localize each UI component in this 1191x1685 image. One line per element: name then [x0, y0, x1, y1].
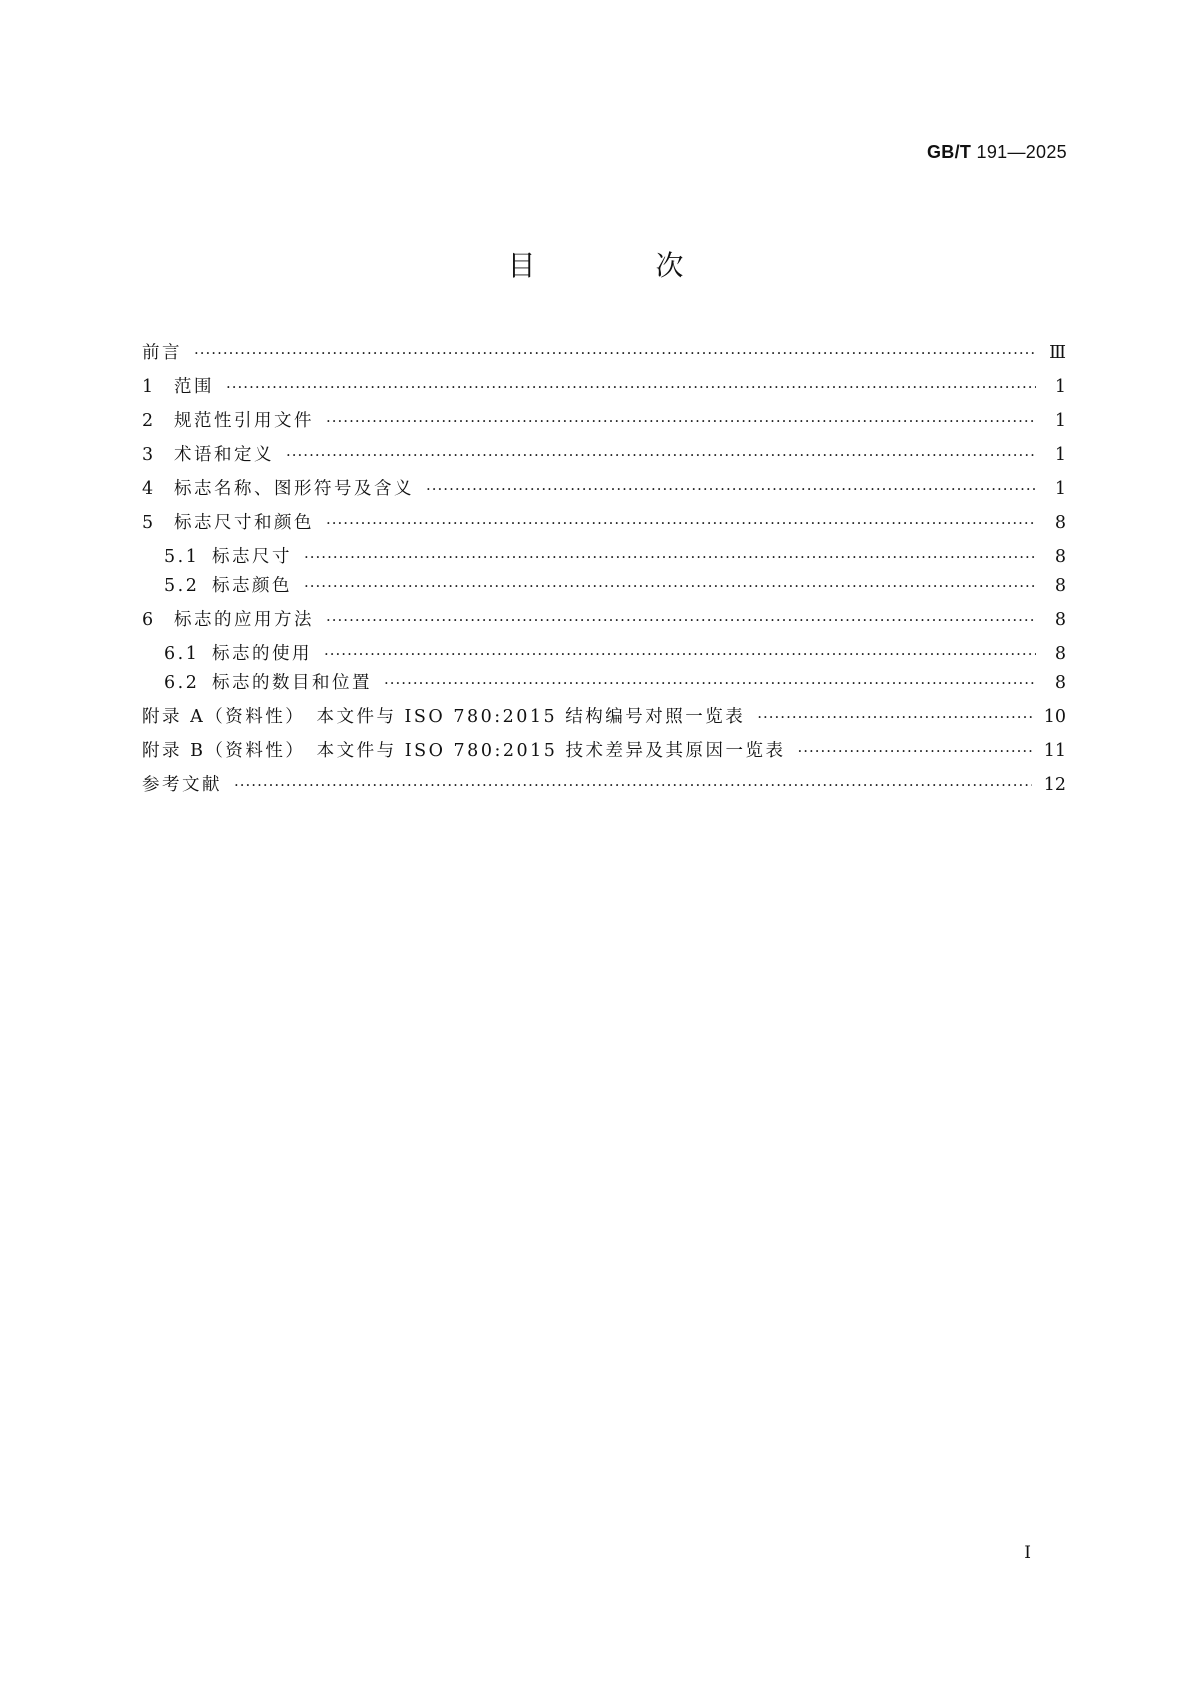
toc-entry-label: 范围 — [174, 377, 214, 397]
toc-entry-page: 1 — [1054, 411, 1066, 431]
toc-entry-number: 3 — [142, 445, 156, 465]
toc-entry-label: 标志尺寸和颜色 — [174, 513, 314, 533]
toc-entry-application[interactable] — [142, 607, 1066, 633]
toc-entry-annex-b[interactable] — [142, 738, 1066, 764]
toc-entry-label: 标志的使用 — [212, 644, 312, 664]
toc-entry-label: 标志的应用方法 — [174, 610, 314, 630]
dot-leader — [234, 772, 1032, 798]
toc-entry-page: 10 — [1043, 707, 1066, 727]
dot-leader — [797, 738, 1031, 764]
toc-entry-page: 8 — [1054, 644, 1066, 664]
toc-entry-label: 标志颜色 — [212, 576, 292, 596]
toc-entry-number: 6 — [142, 610, 156, 630]
dot-leader — [304, 573, 1036, 599]
toc-entry-label: 附录 B（资料性） 本文件与 ISO 780:2015 技术差异及其原因一览表 — [142, 741, 786, 761]
dot-leader — [324, 641, 1036, 667]
toc-entry-label: 标志名称、图形符号及含义 — [174, 479, 414, 499]
toc-entry-page: 12 — [1043, 775, 1066, 795]
toc-entry-mark-size[interactable] — [142, 544, 1066, 570]
toc-entry-page: 1 — [1054, 479, 1066, 499]
dot-leader — [226, 374, 1036, 400]
toc-entry-scope[interactable] — [142, 374, 1066, 400]
dot-leader — [304, 544, 1036, 570]
toc-entry-label: 附录 A（资料性） 本文件与 ISO 780:2015 结构编号对照一览表 — [142, 707, 746, 727]
toc-entry-number: 5.2 — [164, 576, 200, 596]
toc-entry-page: 11 — [1043, 741, 1066, 761]
toc-entry-mark-count-position[interactable] — [142, 670, 1066, 696]
toc-entry-number: 4 — [142, 479, 156, 499]
toc-entry-bibliography[interactable] — [142, 772, 1066, 798]
page-number: I — [1024, 1543, 1031, 1563]
toc-entry-annex-a[interactable] — [142, 704, 1066, 730]
toc-entry-page: 8 — [1054, 576, 1066, 596]
toc-entry-number: 5.1 — [164, 547, 200, 567]
toc-entry-page: 8 — [1054, 673, 1066, 693]
toc-entry-page: 1 — [1054, 377, 1066, 397]
toc-entry-label: 术语和定义 — [174, 445, 274, 465]
standard-code — [927, 142, 1067, 163]
page-title: 目 次 — [507, 249, 730, 282]
standard-number: 191—2025 — [976, 142, 1067, 162]
toc-entry-number: 6.2 — [164, 673, 200, 693]
standard-prefix: GB/T — [927, 142, 972, 162]
dot-leader — [194, 340, 1036, 366]
dot-leader — [326, 607, 1036, 633]
dot-leader — [757, 704, 1031, 730]
toc-entry-label: 前言 — [142, 343, 182, 363]
dot-leader — [384, 670, 1036, 696]
toc-entry-page: 8 — [1054, 547, 1066, 567]
toc-entry-mark-usage[interactable] — [142, 641, 1066, 667]
dot-leader — [426, 476, 1036, 502]
toc-entry-page: 1 — [1054, 445, 1066, 465]
toc-entry-page: 8 — [1054, 610, 1066, 630]
toc-entry-foreword[interactable] — [142, 340, 1066, 366]
toc-entry-mark-names[interactable] — [142, 476, 1066, 502]
toc-entry-normative-references[interactable] — [142, 408, 1066, 434]
dot-leader — [286, 442, 1036, 468]
toc-entry-mark-color[interactable] — [142, 573, 1066, 599]
toc-entry-label: 参考文献 — [142, 775, 222, 795]
toc-entry-number: 6.1 — [164, 644, 200, 664]
dot-leader — [326, 510, 1036, 536]
toc-entry-page: 8 — [1054, 513, 1066, 533]
toc-entry-label: 标志尺寸 — [212, 547, 292, 567]
toc-entry-terms-definitions[interactable] — [142, 442, 1066, 468]
toc-entry-number: 2 — [142, 411, 156, 431]
dot-leader — [326, 408, 1036, 434]
toc-entry-number: 1 — [142, 377, 156, 397]
toc-entry-mark-size-color[interactable] — [142, 510, 1066, 536]
toc-entry-number: 5 — [142, 513, 156, 533]
toc-entry-label: 规范性引用文件 — [174, 411, 314, 431]
toc-entry-label: 标志的数目和位置 — [212, 673, 372, 693]
toc-entry-page: Ⅲ — [1049, 343, 1066, 363]
